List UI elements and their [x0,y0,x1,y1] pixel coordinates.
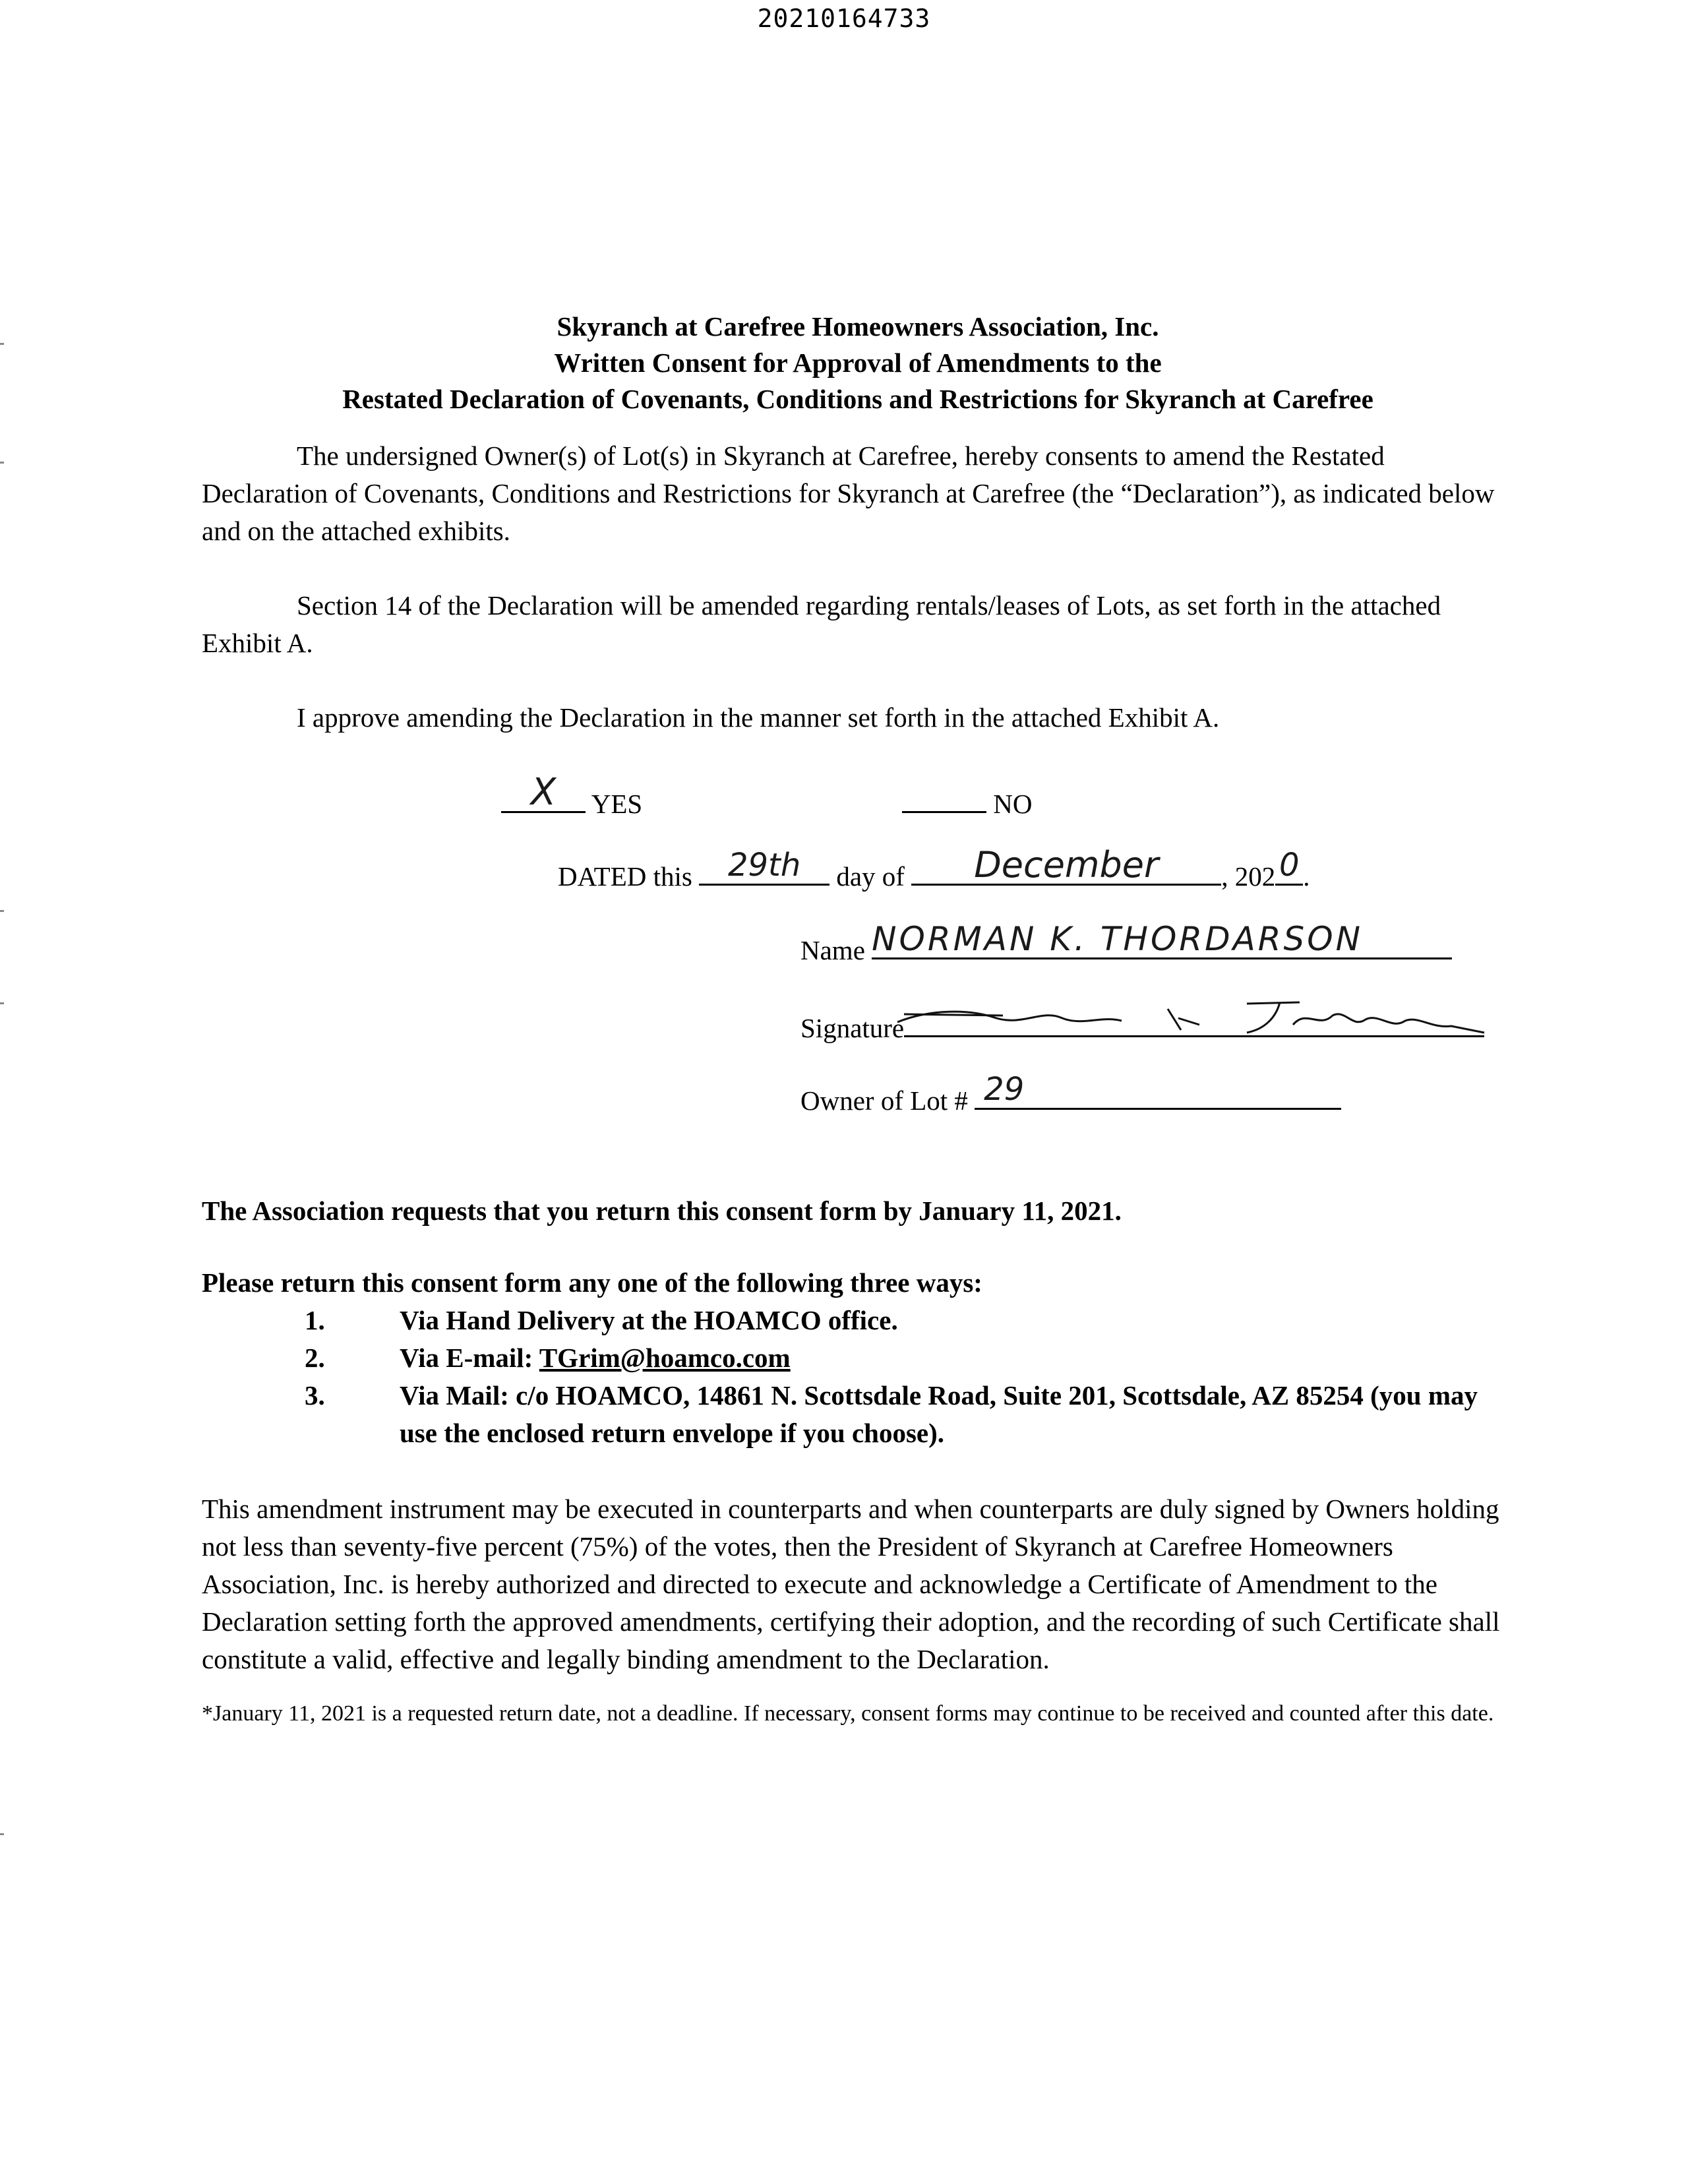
list-text: Via E-mail: [400,1343,539,1373]
list-text: Via Mail: c/o HOAMCO, 14861 N. Scottsdale Road, Suite 201, Scottsdale, AZ 85254 (you may use the enclosed return envelope if you choose). [400,1380,1478,1448]
month-value: December [974,844,1159,886]
title-line-1: Skyranch at Carefree Homeowners Association, Inc. [557,311,1159,342]
yes-option[interactable] [501,771,643,820]
list-number: 2. [305,1343,325,1373]
name-line [800,920,1452,966]
dated-line [558,844,1310,892]
yes-blank[interactable] [501,771,586,814]
name-field[interactable] [872,920,1452,959]
lot-field[interactable] [975,1071,1341,1110]
request-note: The Association requests that you return this consent form by January 11, 2021. [202,1196,1122,1226]
footnote: *January 11, 2021 is a requested return date, not a deadline. If necessary, consent forms may continue to be received and counted after this date. [202,1701,1494,1726]
month-field[interactable] [911,844,1221,886]
title-line-2: Written Consent for Approval of Amendments to the [554,348,1162,378]
scan-mark [0,462,4,464]
lot-value: 29 [984,1071,1025,1108]
dated-suffix: . [1303,861,1310,892]
list-item [202,1339,1514,1377]
scan-mark [0,910,4,912]
year-field[interactable] [1275,847,1303,886]
title-line-3: Restated Declaration of Covenants, Conditions and Restrictions for Skyranch at Carefree [342,384,1373,414]
signature-label: Signature [800,1013,905,1043]
list-item [202,1377,1514,1452]
lot-label: Owner of Lot # [800,1085,968,1116]
list-number: 3. [305,1380,325,1410]
instructions [202,1192,1514,1730]
year-value: 0 [1279,847,1300,884]
day-value: 29th [727,847,801,884]
signature-line [800,1009,1484,1044]
list-number: 1. [305,1305,325,1335]
dated-prefix: DATED this [558,861,692,892]
return-intro: Please return this consent form any one of the following three ways: [202,1267,982,1298]
intro-paragraph: The undersigned Owner(s) of Lot(s) in Skyranch at Carefree, hereby consents to amend the Restated Declaration of Covenants, Conditions and Restrictions for Skyranch at Carefree (the “Declaration”), as indicated below and on the attached exhibits. [202,440,1495,546]
return-ways-list [202,1302,1514,1452]
scan-mark [0,343,4,345]
dated-mid: day of [836,861,905,892]
form-title [202,309,1514,417]
yes-mark: X [530,771,557,814]
no-option[interactable] [902,785,1032,820]
no-blank[interactable] [902,785,986,813]
year-prefix: , 202 [1221,861,1276,892]
scan-mark [0,1833,4,1835]
section-paragraph: Section 14 of the Declaration will be amended regarding rentals/leases of Lots, as set forth in the attached Exhibit A. [202,590,1441,658]
handwritten-signature [891,989,1484,1042]
email-link[interactable]: TGrim@hoamco.com [539,1343,791,1373]
list-text: Via Hand Delivery at the HOAMCO office. [400,1305,898,1335]
consent-form [202,309,1514,737]
name-label: Name [800,935,865,965]
day-field[interactable] [699,847,829,886]
signature-field[interactable] [904,1009,1484,1037]
approve-paragraph: I approve amending the Declaration in the manner set forth in the attached Exhibit A. [297,702,1220,733]
yes-label: YES [591,789,643,819]
list-item [202,1302,1514,1339]
counterparts-paragraph: This amendment instrument may be executed in counterparts and when counterparts are duly signed by Owners holding not less than seventy-five percent (75%) of the votes, then the President of Skyranch at Carefree Homeowners Association, Inc. is hereby authorized and directed to execute and acknowledge a Certificate of Amendment to the Declaration setting forth the approved amendments, certifying their adoption, and the recording of such Certificate shall constitute a valid, effective and legally binding amendment to the Declaration. [202,1494,1500,1674]
no-label: NO [993,789,1033,819]
lot-line [800,1071,1341,1116]
name-value: NORMAN K. THORDARSON [872,920,1364,958]
recording-number: 20210164733 [757,4,931,33]
scan-mark [0,1002,4,1004]
